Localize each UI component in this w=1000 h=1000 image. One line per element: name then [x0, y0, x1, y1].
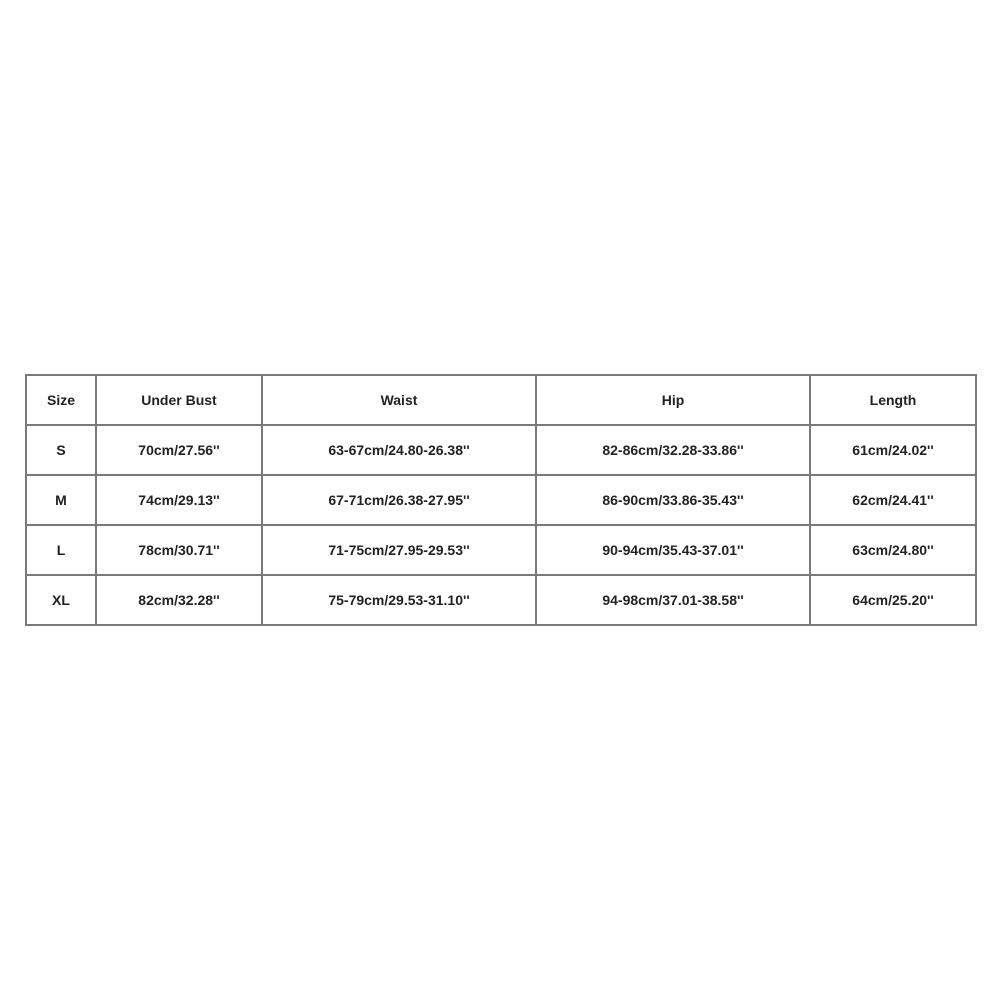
cell-under-bust: 78cm/30.71'' — [96, 525, 262, 575]
table-row — [26, 475, 976, 525]
cell-hip: 94-98cm/37.01-38.58'' — [536, 575, 810, 625]
cell-under-bust: 74cm/29.13'' — [96, 475, 262, 525]
header-under-bust: Under Bust — [96, 375, 262, 425]
cell-hip: 90-94cm/35.43-37.01'' — [536, 525, 810, 575]
table-row — [26, 525, 976, 575]
table-row — [26, 425, 976, 475]
cell-size: L — [26, 525, 96, 575]
cell-size: XL — [26, 575, 96, 625]
cell-length: 64cm/25.20'' — [810, 575, 976, 625]
table-row — [26, 575, 976, 625]
size-chart-table — [25, 374, 977, 626]
cell-size: M — [26, 475, 96, 525]
header-hip: Hip — [536, 375, 810, 425]
cell-size: S — [26, 425, 96, 475]
cell-length: 63cm/24.80'' — [810, 525, 976, 575]
cell-waist: 71-75cm/27.95-29.53'' — [262, 525, 536, 575]
cell-hip: 86-90cm/33.86-35.43'' — [536, 475, 810, 525]
cell-waist: 75-79cm/29.53-31.10'' — [262, 575, 536, 625]
header-length: Length — [810, 375, 976, 425]
table-header-row — [26, 375, 976, 425]
cell-under-bust: 70cm/27.56'' — [96, 425, 262, 475]
cell-length: 62cm/24.41'' — [810, 475, 976, 525]
cell-under-bust: 82cm/32.28'' — [96, 575, 262, 625]
cell-hip: 82-86cm/32.28-33.86'' — [536, 425, 810, 475]
cell-waist: 63-67cm/24.80-26.38'' — [262, 425, 536, 475]
cell-length: 61cm/24.02'' — [810, 425, 976, 475]
header-size: Size — [26, 375, 96, 425]
cell-waist: 67-71cm/26.38-27.95'' — [262, 475, 536, 525]
header-waist: Waist — [262, 375, 536, 425]
